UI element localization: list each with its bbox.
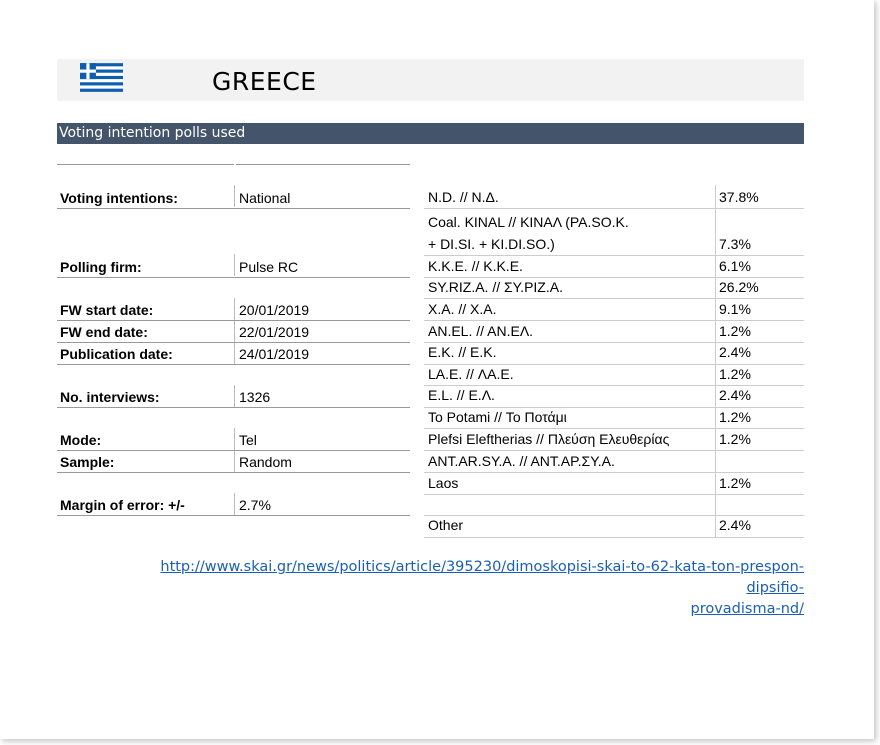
detail-value: 20/01/2019 xyxy=(239,302,310,318)
detail-label: FW start date: xyxy=(60,302,154,318)
divider xyxy=(57,342,410,343)
party-name: SY.RIZ.A. // ΣY.PIZ.A. xyxy=(428,279,563,295)
party-name-continued: + DI.SI. + KI.DI.SO.) xyxy=(428,236,555,252)
divider xyxy=(57,472,410,473)
detail-value: Pulse RC xyxy=(239,259,299,275)
party-share: 1.2% xyxy=(719,366,751,382)
divider xyxy=(234,298,235,364)
divider xyxy=(234,493,235,515)
divider xyxy=(57,515,410,516)
divider xyxy=(57,164,234,165)
party-share: 2.4% xyxy=(719,344,751,360)
detail-label: Polling firm: xyxy=(60,259,142,275)
divider xyxy=(57,277,410,278)
divider xyxy=(234,385,235,407)
detail-label: Mode: xyxy=(60,432,102,448)
party-name: X.A. // X.A. xyxy=(428,301,497,317)
detail-label: No. interviews: xyxy=(60,389,160,405)
greece-flag-icon xyxy=(80,63,123,92)
party-name: N.D. // N.Δ. xyxy=(428,189,499,205)
divider xyxy=(424,537,804,538)
divider xyxy=(424,208,804,209)
detail-label: Voting intentions: xyxy=(60,190,178,206)
country-name: GREECE xyxy=(212,67,317,96)
divider xyxy=(424,494,804,495)
detail-value: National xyxy=(239,190,291,206)
party-share: 1.2% xyxy=(719,431,751,447)
party-share: 6.1% xyxy=(719,258,751,274)
detail-label: Publication date: xyxy=(60,346,173,362)
party-name: Laos xyxy=(428,475,459,491)
party-share: 37.8% xyxy=(719,189,759,205)
divider xyxy=(57,364,410,365)
divider xyxy=(234,185,235,207)
detail-label: Margin of error: +/- xyxy=(60,497,185,513)
detail-value: 1326 xyxy=(239,389,271,405)
detail-label: Sample: xyxy=(60,454,115,470)
divider xyxy=(57,407,410,408)
party-name: AN.EL. // AN.EΛ. xyxy=(428,323,534,339)
party-name: Plefsi Eleftherias // Πλεύση Ελευθερίας xyxy=(428,431,670,447)
divider xyxy=(236,164,410,165)
party-name: To Potami // Το Ποτάμι xyxy=(428,409,567,425)
party-name: K.K.E. // K.K.E. xyxy=(428,258,523,274)
party-share: 9.1% xyxy=(719,301,751,317)
party-share: 7.3% xyxy=(719,236,751,252)
divider xyxy=(234,254,235,276)
party-name: Coal. KINAL // KINAΛ (PA.SO.K. xyxy=(428,214,629,230)
detail-value: 24/01/2019 xyxy=(239,346,310,362)
party-name: LA.E. // ΛA.E. xyxy=(428,366,514,382)
party-name: E.L. // E.Λ. xyxy=(428,387,495,403)
source-link-line[interactable]: provadisma-nd/ xyxy=(690,601,804,617)
detail-label: FW end date: xyxy=(60,324,148,340)
detail-value: Random xyxy=(239,454,292,470)
party-name: E.K. // E.K. xyxy=(428,344,497,360)
party-share: 1.2% xyxy=(719,323,751,339)
party-share: 1.2% xyxy=(719,475,751,491)
party-name: ANT.AR.SY.A. // ANT.AP.ΣY.A. xyxy=(428,453,615,469)
country-header xyxy=(57,59,804,101)
detail-value: 22/01/2019 xyxy=(239,324,310,340)
source-link[interactable] xyxy=(104,557,804,620)
party-share: 26.2% xyxy=(719,279,759,295)
party-share: 2.4% xyxy=(719,517,751,533)
party-share: 2.4% xyxy=(719,387,751,403)
divider xyxy=(57,450,410,451)
detail-value: Tel xyxy=(239,432,257,448)
divider xyxy=(57,208,410,209)
divider xyxy=(715,185,716,538)
detail-value: 2.7% xyxy=(239,497,271,513)
source-link-line[interactable]: http://www.skai.gr/news/politics/article/395230/dimoskopisi-skai-to-62-kata-ton-prespon-dipsifio- xyxy=(160,559,804,596)
party-name: Other xyxy=(428,517,464,533)
divider xyxy=(57,320,410,321)
section-title: Voting intention polls used xyxy=(57,123,804,144)
party-share: 1.2% xyxy=(719,409,751,425)
